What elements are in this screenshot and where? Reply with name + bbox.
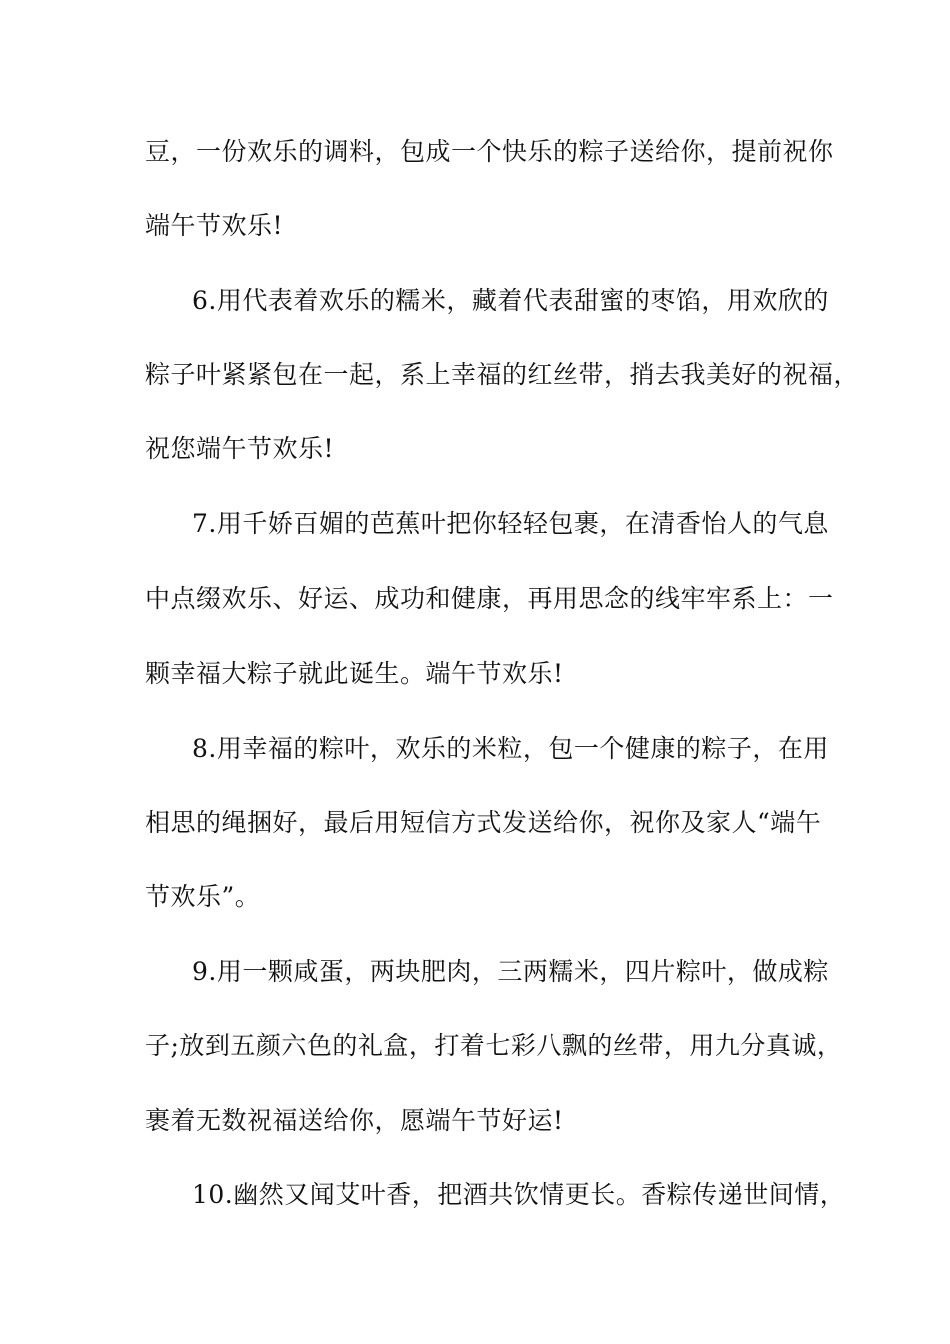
text-line: 相思的绳捆好，最后用短信方式发送给你，祝你及家人“端午	[145, 808, 822, 837]
paragraph-9-start: 9.用一颗咸蛋，两块肥肉，三两糯米，四片粽叶，做成粽	[192, 957, 829, 986]
text-line: 祝您端午节欢乐!	[145, 434, 335, 463]
text-line: 颗幸福大粽子就此诞生。端午节欢乐!	[145, 659, 564, 688]
text-line: 端午节欢乐!	[145, 211, 284, 240]
text-line: 节欢乐”。	[145, 882, 261, 911]
text-line: 豆，一份欢乐的调料，包成一个快乐的粽子送给你，提前祝你	[145, 137, 834, 166]
text-line: 粽子叶紧紧包在一起，系上幸福的红丝带，捎去我美好的祝福，	[145, 360, 860, 389]
paragraph-7-start: 7.用千娇百媚的芭蕉叶把你轻轻包裹，在清香怡人的气息	[192, 509, 829, 538]
paragraph-10-start: 10.幽然又闻艾叶香，把酒共饮情更长。香粽传递世间情，	[192, 1180, 846, 1209]
paragraph-6-start: 6.用代表着欢乐的糯米，藏着代表甜蜜的枣馅，用欢欣的	[192, 286, 829, 315]
text-line: 中点缀欢乐、好运、成功和健康，再用思念的线牢牢系上：一	[145, 584, 834, 613]
text-line: 裹着无数祝福送给你，愿端午节好运!	[145, 1106, 564, 1135]
paragraph-8-start: 8.用幸福的粽叶，欢乐的米粒，包一个健康的粽子，在用	[192, 734, 829, 763]
text-line: 子;放到五颜六色的礼盒，打着七彩八飘的丝带，用九分真诚，	[145, 1031, 843, 1060]
